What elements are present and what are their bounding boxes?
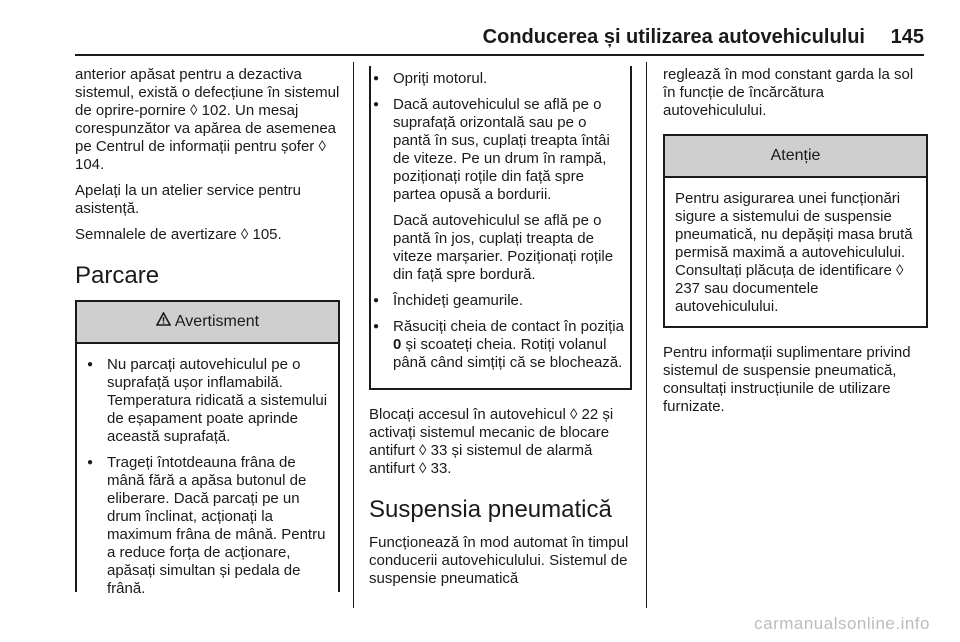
- list-item: ● Trageți întotdeauna frâna de mână fără a apăsa butonul de eliberare. Dacă parcați pe un drum înclinat, acționați la maximum frâna de mână. Pentru a reduce forța de acționare, apăsați simultan și pedala de frână.: [87, 454, 328, 598]
- page-header: [0, 0, 960, 62]
- section-heading-suspensia: Suspensia pneumatică: [369, 496, 612, 523]
- section-heading-parcare: Parcare: [75, 262, 160, 289]
- watermark: carmanualsonline.info: [754, 614, 930, 633]
- paragraph: Funcționează în mod automat în timpul conducerii autovehiculului. Sistemul de suspensie pneumatică: [369, 534, 629, 587]
- notice-box-title: Atenție: [665, 136, 926, 178]
- warning-box-title: Avertisment: [77, 302, 338, 344]
- column-3: [663, 66, 928, 424]
- paragraph: Semnalele de avertizare ◊ 105.: [75, 226, 282, 243]
- warning-triangle-icon: [156, 312, 171, 332]
- notice-box: [663, 134, 928, 328]
- paragraph: reglează în mod constant garda la sol în funcție de încărcătura autovehiculului.: [663, 66, 914, 119]
- list-item: ● Nu parcați autovehiculul pe o suprafață ușor inflamabilă. Temperatura ridicată a sistemului de eșapament poate aprinde această suprafață.: [87, 356, 328, 446]
- column-2: [369, 66, 632, 596]
- page-number: 145: [890, 26, 924, 48]
- paragraph: Apelați la un atelier service pentru asistență.: [75, 182, 301, 217]
- warning-box: [75, 300, 340, 597]
- list-item: ● Răsuciți cheia de contact în poziția 0 și scoateți cheia. Rotiți volanul până când simțiți că se blochează.: [373, 318, 628, 372]
- notice-box-body: Pentru asigurarea unei funcționări sigure a sistemului de suspensie pneumatică, nu depășiți masa brută permisă maximă a autovehiculului. Consultați plăcuța de identificare ◊ 237 sau documentele autovehiculului.: [675, 190, 913, 315]
- paragraph: Blocați accesul în autovehicul ◊ 22 și activați sistemul mecanic de blocare antifurt ◊ 33 și sistemul de alarmă antifurt ◊ 33.: [369, 406, 614, 477]
- list-item: ● Închideți geamurile.: [373, 292, 628, 310]
- column-1: [75, 66, 340, 597]
- paragraph: Pentru informații suplimentare privind sistemul de suspensie pneumatică, consultați instrucțiunile de utilizare furnizate.: [663, 344, 911, 415]
- warning-box-continued: [369, 66, 632, 390]
- list-item: ● Opriți motorul.: [373, 70, 628, 88]
- list-item: ● Dacă autovehiculul se află pe o suprafață orizontală sau pe o pantă în sus, cuplați treapta întâi de viteze. Pe un drum în rampă, poziționați roțile din față spre partea opusă a bordurii. Dacă autovehiculul se află pe o pantă în jos, cuplați treapta de viteze marșarier. Poziționați roțile din față spre bordură.: [373, 96, 628, 284]
- column-divider: [353, 62, 354, 608]
- header-title: Conducerea și utilizarea autovehiculului: [482, 26, 865, 48]
- column-divider: [646, 62, 647, 608]
- paragraph: anterior apăsat pentru a dezactiva sistemul, există o defecțiune în sistemul de oprire-pornire ◊ 102. Un mesaj corespunzător va apărea de asemenea pe Centrul de informații pentru șofer ◊ 104.: [75, 66, 340, 173]
- header-rule: [75, 54, 924, 56]
